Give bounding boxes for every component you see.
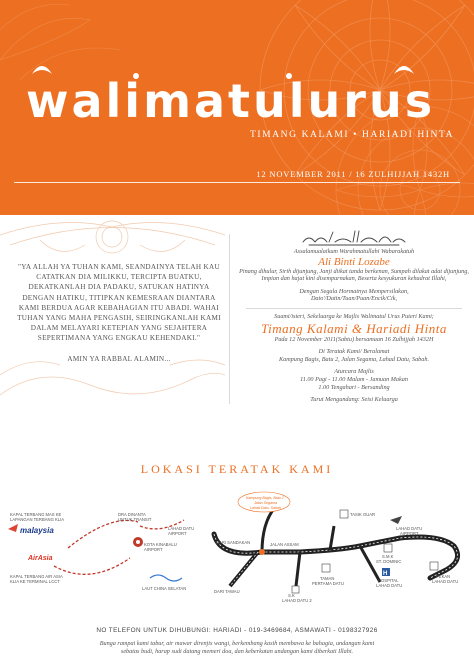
map-label: DARI TAWAU bbox=[214, 589, 240, 594]
map-label: KLIA KE TERMINAL LCCT bbox=[10, 579, 60, 584]
host-name: Ali Binti Lozabe bbox=[318, 255, 390, 268]
address-line: Kampung Bagis, Batu 2, Jalan Segama, Lahad Datu, Sabah. bbox=[278, 355, 430, 363]
leaf-ornament bbox=[0, 0, 140, 80]
map-label: S.M.K bbox=[382, 554, 394, 559]
salam: Assalamualaikum Warahmatullahi Wabarakatuh bbox=[293, 248, 415, 255]
invite-line: Dengan Segala Hormatnya Mempersilakan, bbox=[299, 287, 409, 295]
building-icon bbox=[340, 510, 348, 518]
map-label: KAPAL TERBANG AIR ASIA bbox=[10, 574, 63, 579]
road-map bbox=[214, 492, 458, 602]
aturcara-item: 1.00 Tengahari - Bersanding bbox=[318, 383, 390, 391]
house-icon bbox=[322, 564, 330, 572]
header-banner bbox=[0, 0, 474, 215]
map-label: JALAN ASSAM bbox=[270, 542, 299, 547]
address-label: Di Teratak Kami/ Beralamat bbox=[318, 348, 390, 356]
map-label: LAHAD DATU bbox=[376, 583, 403, 588]
map-label: PERTAMA DATU bbox=[312, 581, 344, 586]
contact-phone: NO TELEFON UNTUK DIHUBUNGI: HARIADI - 019-3469684, ASMAWATI - 0198327926 bbox=[96, 627, 378, 634]
map-label: ST. DOMINIC bbox=[376, 559, 402, 564]
map-label: AIRPORT bbox=[144, 547, 163, 552]
map-label: DARI SANDAKAN bbox=[216, 540, 251, 545]
lokasi-title: LOKASI TERATAK KAMI bbox=[140, 462, 334, 476]
map-label: LAUT CHINA SELATAN bbox=[142, 586, 187, 591]
map-label: AIRPORT bbox=[168, 531, 187, 536]
divider bbox=[14, 182, 460, 183]
map-label: TASIK GUAR bbox=[350, 512, 376, 517]
aturcara-item: 11.00 Pagi - 11.00 Malam - Jamuan Makan bbox=[300, 375, 408, 383]
map-label: LAHAD DATU bbox=[168, 526, 195, 531]
sea-wave-icon bbox=[150, 575, 182, 581]
map-label: HOSPITAL bbox=[378, 578, 399, 583]
date-line: Pada 12 November 2011(Sabtu) bersamaan 16 Zulhijjah 1432H bbox=[274, 335, 434, 343]
map-label: LAPANGAN TERBANG KLIA bbox=[10, 517, 65, 522]
map-label: LAHAD DATU 2 bbox=[282, 598, 312, 602]
pantun-line: Impian dan hajat kini disempurnakan, Beserta kesyukuran kehadrat Illahi, bbox=[261, 275, 447, 283]
doa-paragraph: "YA ALLAH YA TUHAN KAMI, SEANDAINYA TELAH KAU CATATKAN DIA MILIKKU, TERCIPTA BUATKU, DEKATKANLAH DIA PADAKU, SATUKAN HATINYA DENGAN HATIKU, TITIPKAN KEMESRAAN DIANTARA KAMI BERDUA AGAR KEBAHAGIAN ITU ABADI. WAHAI TUHAN YANG MAHA PENGASIH, SEIRINGKANLAH KAMI DALAM MELAYARI KETEPIAN YANG SEJAHTERA SEPERTIMANA YANG ENGKAU KEHENDAKI." bbox=[17, 263, 221, 343]
title-wrap bbox=[0, 70, 474, 132]
airplane-icon bbox=[390, 516, 402, 524]
map-label: S.K bbox=[288, 593, 295, 598]
doa-amin: AMIN YA RABBAL ALAMIN... bbox=[67, 354, 171, 363]
callout-text: Jalan Segama bbox=[254, 501, 277, 505]
malaysia-airlines-logo-icon bbox=[8, 524, 18, 532]
callout-text: Kampung Bagis, Batu 2 bbox=[246, 496, 284, 500]
couple-subtitle: TIMANG KALAMI • HARIADI HINTA bbox=[250, 130, 455, 140]
svg-text:H: H bbox=[383, 571, 388, 577]
turut-mengundang: Turut Mengundang: Seisi Keluarga bbox=[310, 396, 398, 404]
invite-line: Dato'/Datin/Tuan/Puan/Encik/Cik, bbox=[310, 295, 398, 303]
aturcara-title: Aturcara Majlis bbox=[334, 368, 374, 376]
map-label: DRA DINANTA bbox=[118, 512, 146, 517]
map-label: TAMAN bbox=[320, 576, 335, 581]
basmalah-calligraphy bbox=[299, 228, 409, 248]
map-label: KAPAL TERBANG MAS KE bbox=[10, 512, 62, 517]
malaysia-logo-text: malaysia bbox=[20, 526, 54, 535]
school-icon bbox=[384, 544, 392, 552]
map-label: PEKAN bbox=[436, 574, 451, 579]
map-label: LAHAD DATU bbox=[432, 579, 459, 584]
map-label: LAHAD DATU bbox=[396, 526, 423, 531]
divider bbox=[229, 234, 230, 404]
map-label: KOTA KINABALU bbox=[144, 542, 177, 547]
map-label: UNTUK TRANSIT bbox=[118, 517, 152, 522]
map-label: AIRPORT bbox=[400, 531, 419, 536]
flight-route-map bbox=[8, 512, 194, 591]
invite-line: Suami/isteri, Sekeluarga ke Majlis Walimatul Urus Puteri Kami; bbox=[274, 312, 434, 320]
town-icon bbox=[430, 562, 438, 570]
pantun-line: Pinang dihulur, Sirih dijunjung, Janji diikat tanda berkenan, Sumpah dilakat adat dijunjung, bbox=[239, 267, 469, 275]
divider bbox=[246, 308, 462, 309]
page-title: walimatulurus bbox=[26, 74, 436, 128]
invitation-text bbox=[236, 228, 472, 404]
event-date: 12 NOVEMBER 2011 / 16 ZULHIJJAH 1432H bbox=[256, 169, 450, 179]
couple-names: Timang Kalami & Hariadi Hinta bbox=[261, 320, 447, 336]
school-icon bbox=[292, 586, 299, 593]
house-location-icon bbox=[259, 549, 265, 555]
callout-text: Lahad Datu, Sabah bbox=[250, 506, 281, 510]
closing-pantun: Bunga rampai kami tabur, air mawar direnjis wangi, berkembang kasih membawa ke bahagia, undangan kami sebatas budi, harap sudi datang memeri doa, dan keberkatan undangan kami diberkati Illahi. bbox=[99, 640, 375, 655]
doa-text bbox=[12, 262, 226, 374]
airasia-logo-text: AirAsia bbox=[28, 555, 53, 562]
location-map bbox=[0, 486, 474, 602]
